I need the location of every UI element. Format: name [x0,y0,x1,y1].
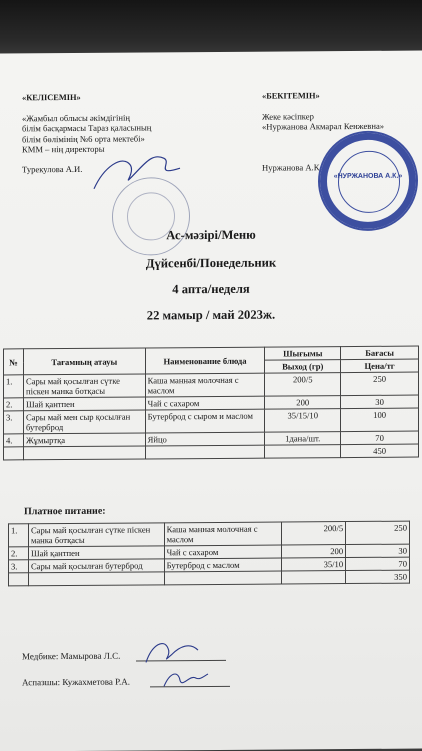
row-output: 200/5 [265,373,341,397]
row-name-kz: Сары май мен сыр қосылған бутерброд [23,410,145,434]
paid-section-title: Платное питание: [24,505,106,518]
laptop-bezel [0,0,422,58]
table-row [4,408,419,434]
total-price: 350 [346,570,410,583]
header-name-ru: Наименование блюда [145,347,265,374]
left-header-line: КММ – нің директоры [22,143,105,155]
row-output: 35/15/10 [265,409,341,433]
nurse-signature-line: Медбике: Мамырова Л.С. [22,650,121,662]
total-row [9,570,410,586]
row-no: 2. [4,398,24,411]
left-header-line: білім басқармасы Тараз қаласының [22,122,152,134]
row-name-ru: Бутерброд с сыром и маслом [145,409,265,433]
header-output-sub: Выход (гр) [265,360,341,374]
total-row [4,444,419,460]
row-name-kz: Сары май қосылған сүтке піскен манка ботқасы [23,374,145,398]
row-name-ru: Яйцо [145,432,265,446]
menu-document [0,51,422,751]
right-header-title: «БЕКІТЕМІН» [262,91,320,101]
row-name-kz: Шай қантпен [28,546,164,560]
right-header-line: Жеке кәсіпкер [262,110,314,122]
row-name-ru: Чай с сахаром [164,545,282,559]
row-price: 250 [341,372,419,396]
main-menu-table [3,346,419,461]
header-output: Шығымы [265,347,341,361]
row-no: 1. [4,375,24,398]
left-header-line: «Жамбыл облысы әкімдігінің [22,112,130,123]
paid-menu-table [8,521,410,587]
row-no: 2. [9,547,29,560]
right-signer: Нуржанова А.К. [262,161,322,173]
stamp-text: «НУРЖАНОВА А.К.» [333,172,403,181]
right-header-line: «Нуржанова Акмарал Кенжевна» [262,120,385,132]
director-signature [92,146,182,197]
row-price: 30 [341,395,419,409]
left-header-title: «КЕЛІСЕМІН» [22,92,81,103]
row-price: 100 [341,408,419,432]
row-output: 200 [265,396,341,410]
row-price: 30 [346,544,410,557]
cook-signature-line: Аспазшы: Кужахметова Р.А. [22,676,131,688]
menu-title: Ас-мәзірі/Меню [166,227,256,243]
row-output: 200/5 [282,522,346,545]
company-stamp [318,131,418,232]
row-no: 3. [9,560,29,573]
row-name-kz: Жұмыртқа [23,433,145,447]
row-output: 35/10 [282,558,346,571]
week-title: 4 апта/неделя [172,281,250,297]
row-name-kz: Шай қантпен [23,397,145,411]
row-name-ru: Каша манная молочная с маслом [145,373,265,397]
table-row [4,372,419,398]
header-price: Бағасы [341,346,419,360]
row-name-kz: Сары май қосылған бутерброд [28,559,164,573]
day-title: Дүйсенбі/Понедельник [145,255,277,271]
row-price: 70 [346,557,410,570]
row-no: 3. [4,411,24,434]
cook-signature [160,664,210,692]
header-price-sub: Цена/тг [341,359,419,373]
row-price: 250 [346,521,410,544]
row-no: 1. [9,524,29,547]
row-name-kz: Сары май қосылған сүтке піскен манка ботқасы [28,523,164,547]
row-name-ru: Чай с сахаром [145,396,265,410]
header-name-kz: Тағамның атауы [23,348,145,375]
left-signer: Турекулова А.И. [22,163,83,174]
row-output: 1дана/шт. [265,432,341,446]
total-price: 450 [341,444,419,458]
row-name-ru: Каша манная молочная с маслом [164,522,282,546]
date-title: 22 мамыр / май 2023ж. [146,307,276,323]
row-output: 200 [282,545,346,558]
table-row [9,521,410,547]
row-no: 4. [4,434,24,447]
left-header-line: білім бөлімінің №6 орта мектебі» [22,132,145,144]
header-no: № [4,349,24,375]
row-name-ru: Бутерброд с маслом [164,558,282,572]
row-price: 70 [341,431,419,445]
